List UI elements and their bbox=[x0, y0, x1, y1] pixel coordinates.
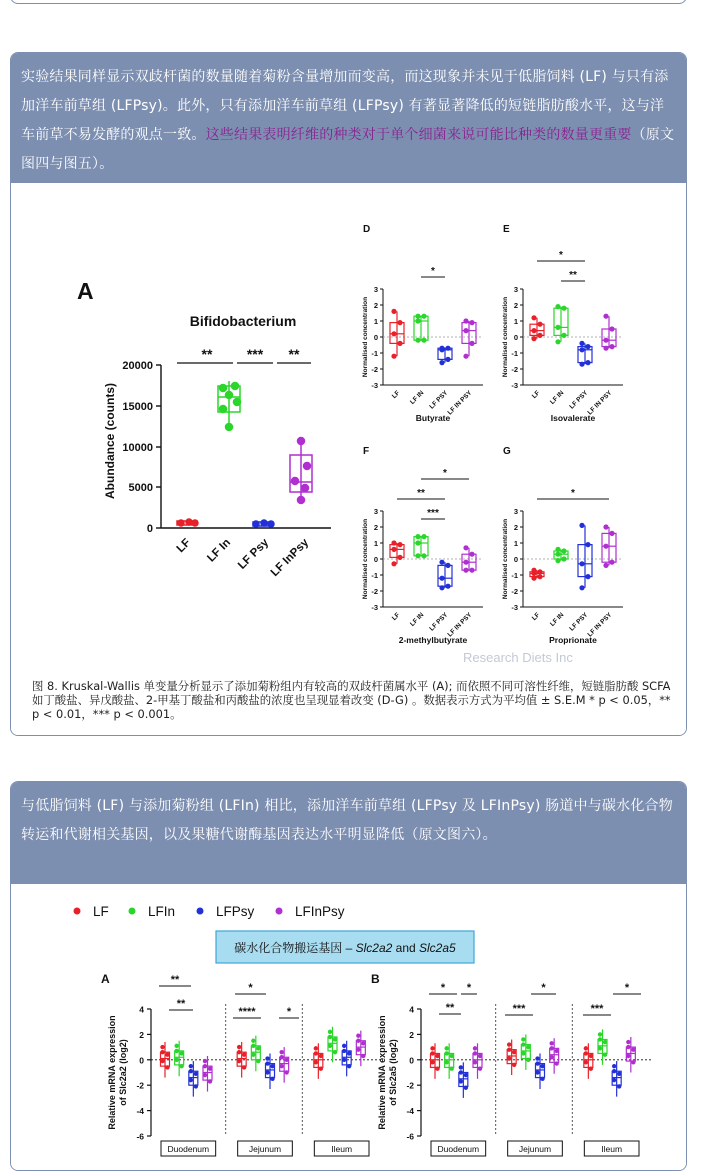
section1-text-tail: （原文图四与图五）。 bbox=[21, 127, 675, 172]
panelA-sig: ** bbox=[288, 346, 300, 362]
scfa-box bbox=[462, 319, 476, 358]
scfa-ytick: 0 bbox=[513, 555, 518, 564]
gene-box bbox=[266, 1053, 275, 1089]
scfa-ytick: -2 bbox=[371, 587, 378, 596]
legend-lfin: LFIn bbox=[148, 904, 176, 919]
figure8 bbox=[11, 183, 686, 735]
scfa-box bbox=[530, 316, 544, 341]
scfa-ytick: -2 bbox=[511, 365, 518, 374]
gene-panel-letter: A bbox=[101, 972, 110, 986]
gene-expression-charts bbox=[101, 972, 651, 1156]
scfa-ytick: -3 bbox=[371, 381, 378, 390]
segment-label: Ileum bbox=[601, 1144, 623, 1154]
segment-label: Ileum bbox=[331, 1144, 353, 1154]
panelA-box-lfinpsy bbox=[290, 438, 312, 504]
section2-text: 与低脂饲料 (LF) 与添加菊粉组 (LFIn) 相比，添加洋车前草组 (LFPsy 及 LFInPsy) 肠道中与碳水化合物转运和代谢相关基因，以及果糖代谢酶基因表达水平明显降低（原文图六）。 bbox=[11, 782, 686, 884]
scfa-box bbox=[554, 547, 568, 562]
gene-box bbox=[280, 1047, 289, 1083]
gene-box bbox=[626, 1037, 635, 1073]
scfa-panel-title: Proprionate bbox=[549, 635, 597, 645]
gene-ytick: -6 bbox=[406, 1131, 414, 1142]
scfa-panel-proprionate bbox=[502, 446, 623, 645]
gene-sig: *** bbox=[590, 1003, 604, 1015]
gene-box bbox=[507, 1039, 516, 1075]
gene-ylabel: of Slc2a5 (log2) bbox=[388, 1039, 398, 1106]
scfa-xlabel: LF bbox=[530, 611, 542, 623]
figure6-graphic bbox=[11, 884, 686, 1171]
scfa-ytick: -1 bbox=[371, 349, 378, 358]
scfa-xlabel: LF IN PSY bbox=[446, 389, 474, 417]
scfa-xlabel: LF IN PSY bbox=[586, 389, 614, 417]
gene-box bbox=[612, 1061, 621, 1097]
gene-panel-a bbox=[101, 972, 381, 1156]
scfa-ytick: -3 bbox=[511, 603, 518, 612]
scfa-xlabel: LF IN PSY bbox=[586, 611, 614, 639]
gene-box bbox=[550, 1038, 559, 1074]
gene-ytick: 0 bbox=[409, 1055, 414, 1066]
scfa-ytick: 2 bbox=[373, 523, 378, 532]
scfa-ytick: 2 bbox=[373, 301, 378, 310]
gene-box bbox=[445, 1043, 454, 1079]
scfa-ytick: 0 bbox=[373, 333, 378, 342]
gene-ytick: 4 bbox=[409, 1004, 414, 1015]
scfa-ytick: 1 bbox=[513, 539, 518, 548]
scfa-ytick: 0 bbox=[513, 333, 518, 342]
panelA-axis bbox=[156, 365, 331, 528]
scfa-sig: *** bbox=[427, 508, 439, 519]
gene-sig: *** bbox=[512, 1003, 526, 1015]
scfa-ytick: -1 bbox=[511, 571, 518, 580]
panelA-xlabel: LF Psy bbox=[235, 536, 272, 572]
panelA-xlabel: LF In bbox=[205, 536, 234, 565]
scfa-xlabel: LF IN bbox=[408, 611, 426, 628]
gene-ylabel: Relative mRNA expression bbox=[107, 1015, 117, 1130]
panelA-ytick: 20000 bbox=[122, 360, 153, 372]
gene-ytick: 0 bbox=[139, 1055, 144, 1066]
scfa-panel-title: 2-methylbutyrate bbox=[398, 635, 468, 645]
scfa-xlabel: LF IN bbox=[408, 389, 426, 406]
gene-ytick: 2 bbox=[409, 1029, 414, 1040]
scfa-box bbox=[390, 309, 404, 358]
panelA-ytick: 10000 bbox=[122, 442, 153, 454]
scfa-box bbox=[438, 560, 452, 590]
panelA-box-lfpsy bbox=[253, 520, 274, 527]
scfa-sig: * bbox=[559, 250, 563, 261]
scfa-box bbox=[602, 525, 616, 567]
gene-ytick: -4 bbox=[136, 1106, 144, 1117]
scfa-panel-isovalerate bbox=[502, 224, 623, 423]
legend-lfpsy: LFPsy bbox=[216, 904, 255, 919]
scfa-ylabel: Normalised concentration bbox=[502, 296, 509, 378]
gene-sig: * bbox=[440, 982, 446, 994]
scfa-xlabel: LF bbox=[390, 611, 402, 623]
gene-ytick: -4 bbox=[406, 1106, 414, 1117]
scfa-ytick: 3 bbox=[513, 285, 518, 294]
scfa-ytick: -3 bbox=[371, 603, 378, 612]
gene-ytick: 2 bbox=[139, 1029, 144, 1040]
gene-ytick: 4 bbox=[139, 1004, 144, 1015]
scfa-sig: * bbox=[443, 468, 447, 479]
scfa-ylabel: Normalised concentration bbox=[362, 518, 369, 600]
gene-sig: * bbox=[286, 1006, 292, 1018]
scfa-ylabel: Normalised concentration bbox=[502, 518, 509, 600]
gene-box bbox=[189, 1061, 198, 1097]
gene-sig: ** bbox=[176, 998, 186, 1010]
scfa-panel-letter: F bbox=[363, 446, 370, 457]
figure8-caption: 图 8. Kruskal-Wallis 单变量分析显示了添加菊粉组内有较高的双歧杆菌属水平 (A); 而依照不同可溶性纤维，短链脂肪酸 SCFA 如丁酸盐、异戊酸盐、2-甲基丁酸盐和丙酸盐的浓度也呈现显着改变 (D-G) 。数据表示方式为平均值 ± S.E.M * p < 0.05，** p < 0.01，*** p < 0.001。 bbox=[32, 679, 671, 721]
segment-label: Duodenum bbox=[437, 1144, 480, 1154]
gene-panel-b bbox=[371, 972, 651, 1156]
gene-panel-letter: B bbox=[371, 972, 380, 986]
scfa-ytick: 3 bbox=[373, 285, 378, 294]
scfa-ytick: 1 bbox=[373, 317, 378, 326]
scfa-sig: * bbox=[571, 488, 575, 499]
scfa-ytick: -2 bbox=[371, 365, 378, 374]
scfa-ylabel: Normalised concentration bbox=[362, 296, 369, 378]
gene-box bbox=[314, 1043, 323, 1079]
results-card-1 bbox=[10, 52, 687, 736]
scfa-panel-butyrate bbox=[362, 224, 483, 423]
scfa-xlabel: LF PSY bbox=[568, 389, 590, 411]
figure8-graphic bbox=[11, 183, 686, 735]
gene-box bbox=[342, 1041, 351, 1077]
scfa-ytick: -3 bbox=[511, 381, 518, 390]
panelA-ytick: 0 bbox=[146, 523, 153, 535]
panelA-xlabel: LF InPsy bbox=[268, 536, 312, 580]
panelA-ytick: 15000 bbox=[122, 401, 153, 413]
scfa-xlabel: LF IN bbox=[548, 389, 566, 406]
figure6-legend bbox=[74, 904, 345, 919]
scfa-ytick: 1 bbox=[513, 317, 518, 326]
gene-ytick: -2 bbox=[406, 1080, 414, 1091]
panelA-ylabel: Abundance (counts) bbox=[103, 383, 117, 499]
legend-lf: LF bbox=[93, 904, 109, 919]
gene-ytick: -2 bbox=[136, 1080, 144, 1091]
segment-label: Jejunum bbox=[248, 1144, 282, 1154]
gene-box bbox=[459, 1062, 468, 1098]
segment-label: Jejunum bbox=[518, 1144, 552, 1154]
scfa-sig: ** bbox=[417, 488, 425, 499]
gene-sig: * bbox=[248, 982, 253, 994]
section1-text-highlight: 这些结果表明纤维的种类对于单个细菌来说可能比种类的数量更重要 bbox=[205, 127, 632, 143]
scfa-ytick: 3 bbox=[513, 507, 518, 516]
scfa-ytick: -1 bbox=[371, 571, 378, 580]
scfa-xlabel: LF IN bbox=[548, 611, 566, 628]
gene-box bbox=[521, 1034, 530, 1070]
legend-lfinpsy: LFInPsy bbox=[295, 904, 345, 919]
scfa-panel-title: Butyrate bbox=[415, 413, 451, 423]
gene-sig: ** bbox=[445, 1002, 455, 1014]
results-card-2 bbox=[10, 781, 687, 1171]
gene-box bbox=[203, 1056, 212, 1092]
scfa-panels bbox=[362, 224, 623, 645]
scfa-panel-letter: D bbox=[363, 224, 371, 235]
panelA-box-lfin bbox=[218, 381, 241, 431]
scfa-box bbox=[414, 535, 428, 558]
panelA-xlabel: LF bbox=[174, 536, 194, 556]
scfa-xlabel: LF bbox=[390, 389, 402, 401]
gene-ylabel: of Slc2a2 (log2) bbox=[118, 1039, 128, 1106]
scfa-box bbox=[602, 314, 616, 350]
panelA-ytick: 5000 bbox=[128, 482, 153, 494]
scfa-panel-title: Isovalerate bbox=[550, 413, 596, 423]
gene-banner-text: 碳水化合物搬运基因 – Slc2a2 and Slc2a5 bbox=[234, 941, 456, 955]
scfa-ytick: 2 bbox=[513, 301, 518, 310]
gene-sig: * bbox=[624, 982, 630, 994]
scfa-box bbox=[578, 523, 592, 589]
gene-ytick: -6 bbox=[136, 1131, 144, 1142]
gene-box bbox=[584, 1043, 593, 1079]
figure6 bbox=[11, 884, 686, 1171]
scfa-ytick: 0 bbox=[373, 555, 378, 564]
scfa-ytick: 2 bbox=[513, 523, 518, 532]
scfa-panel-2-methylbutyrate bbox=[362, 446, 483, 645]
scfa-xlabel: LF PSY bbox=[428, 611, 450, 633]
scfa-xlabel: LF IN PSY bbox=[446, 611, 474, 639]
scfa-ytick: 1 bbox=[373, 539, 378, 548]
scfa-box bbox=[390, 541, 404, 566]
gene-box bbox=[473, 1043, 482, 1079]
gene-box bbox=[536, 1053, 545, 1089]
section1-text bbox=[11, 53, 686, 183]
gene-box bbox=[356, 1031, 365, 1067]
scfa-ytick: -2 bbox=[511, 587, 518, 596]
panelA-sig: *** bbox=[246, 346, 264, 362]
panelA-sig: ** bbox=[201, 346, 213, 362]
gene-sig: * bbox=[541, 982, 546, 994]
scfa-ytick: 3 bbox=[373, 507, 378, 516]
scfa-box bbox=[414, 314, 428, 342]
panelA-box-lf bbox=[177, 519, 198, 526]
gene-box bbox=[328, 1027, 337, 1063]
gene-ylabel: Relative mRNA expression bbox=[377, 1015, 387, 1130]
gene-box bbox=[175, 1041, 184, 1077]
gene-box bbox=[431, 1043, 440, 1079]
scfa-panel-letter: E bbox=[503, 224, 510, 235]
scfa-ytick: -1 bbox=[511, 349, 518, 358]
scfa-sig: * bbox=[431, 266, 435, 277]
scfa-panel-letter: G bbox=[503, 446, 511, 457]
scfa-box bbox=[530, 568, 544, 580]
gene-sig: ** bbox=[170, 974, 180, 986]
scfa-box bbox=[438, 346, 452, 364]
scfa-xlabel: LF bbox=[530, 389, 542, 401]
section1-text-normal: 实验结果同样显示双歧杆菌的数量随着菊粉含量增加而变高，而这现象并未见于低脂饲料 (LF) 与只有添加洋车前草组 (LFPsy)。此外，只有添加洋车前草组 (LFPsy) 有著显著降低的短链脂肪酸水平，这与洋车前草不易发酵的观点一致。 bbox=[21, 69, 669, 143]
panelA-title: Bifidobacterium bbox=[189, 313, 297, 329]
panelA-letter: A bbox=[77, 278, 94, 304]
scfa-xlabel: LF PSY bbox=[568, 611, 590, 633]
scfa-xlabel: LF PSY bbox=[428, 389, 450, 411]
gene-sig: **** bbox=[238, 1006, 256, 1018]
watermark: Research Diets Inc bbox=[463, 650, 573, 665]
scfa-sig: ** bbox=[569, 270, 577, 281]
gene-sig: * bbox=[466, 982, 472, 994]
segment-label: Duodenum bbox=[167, 1144, 210, 1154]
scfa-box bbox=[578, 341, 592, 366]
gene-box bbox=[251, 1036, 260, 1072]
previous-card-edge bbox=[10, 0, 687, 4]
scfa-box bbox=[554, 305, 568, 344]
